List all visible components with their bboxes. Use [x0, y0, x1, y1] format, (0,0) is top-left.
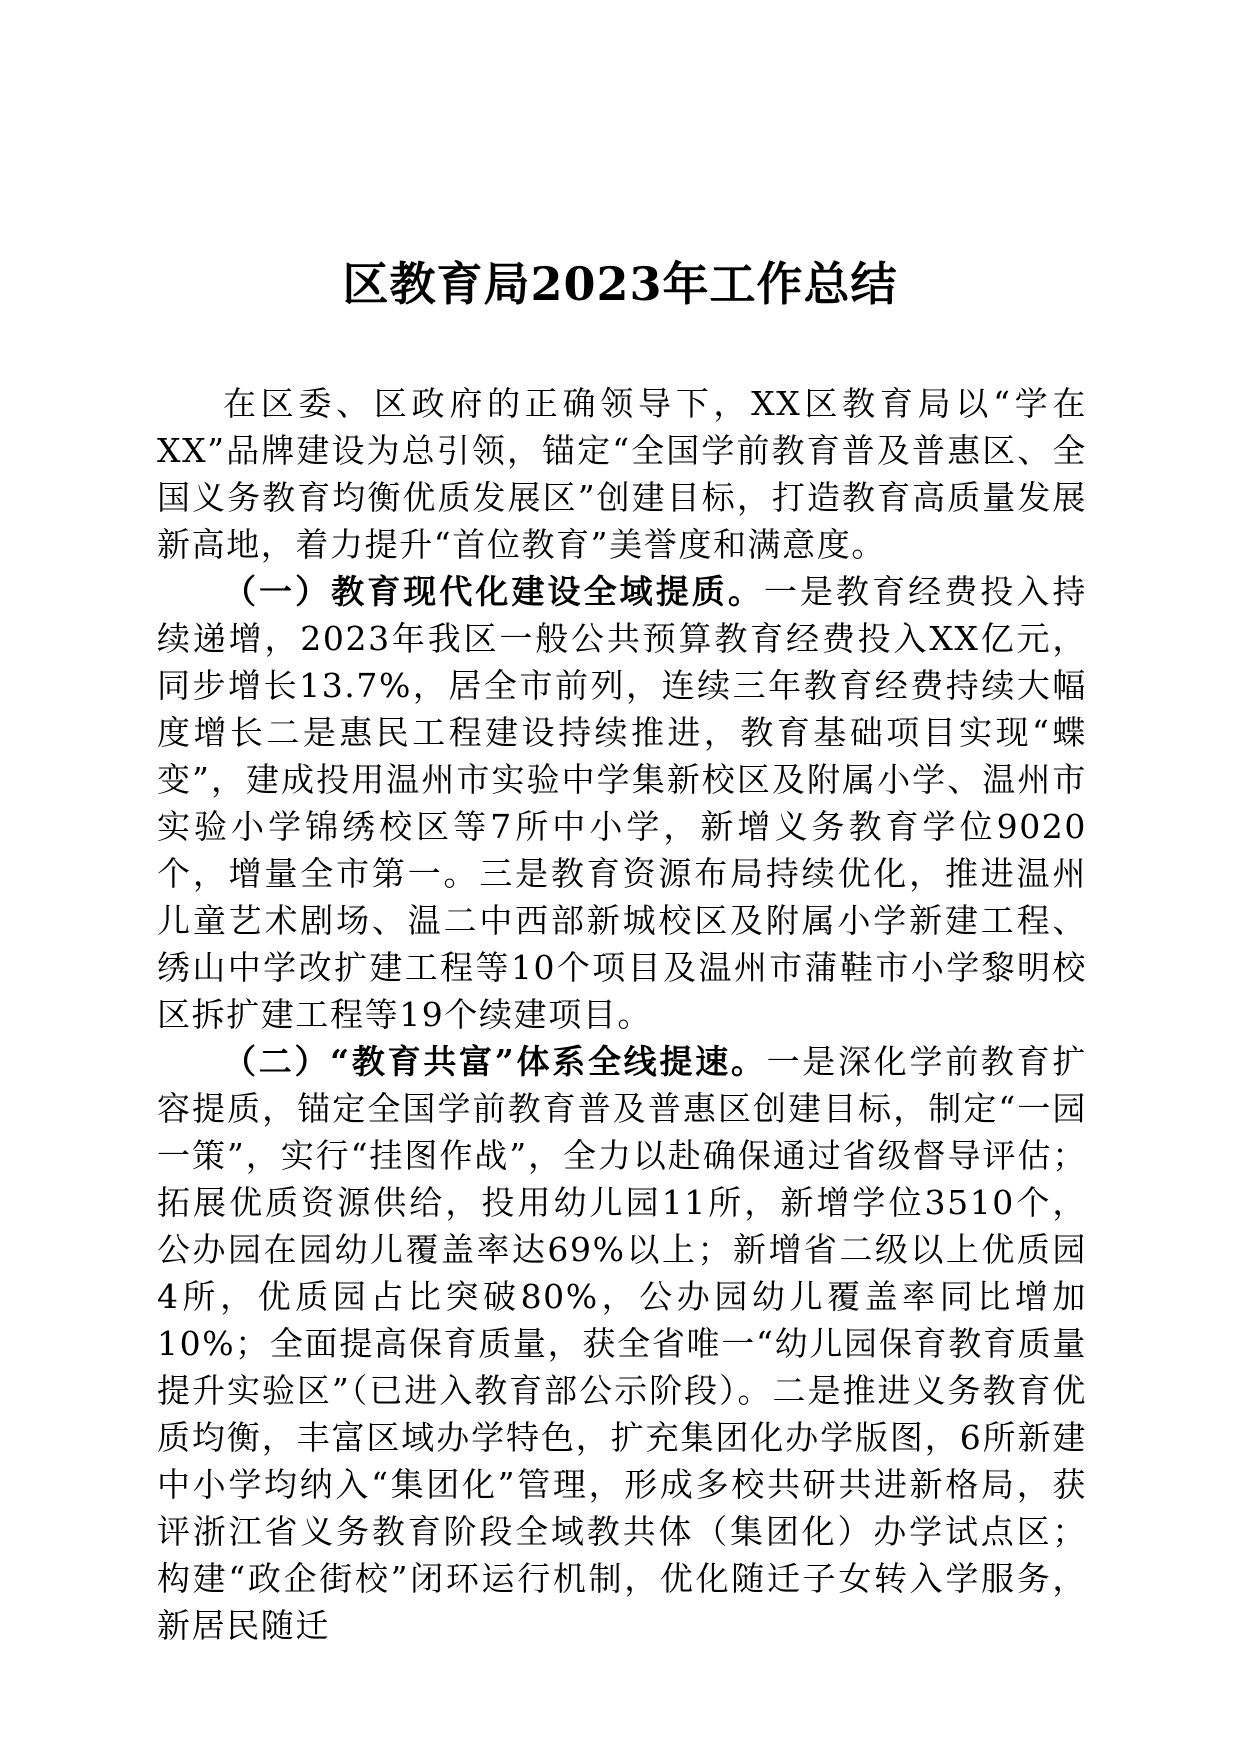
section-1-text: 一是教育经费投入持续递增，2023年我区一般公共预算教育经费投入XX亿元，同步增长13.7%，居全市前列，连续三年教育经费持续大幅度增长二是惠民工程建设持续推进，教育基础项目实现“蝶变”，建成投用温州市实验中学集新校区及附属小学、温州市实验小学锦绣校区等7所中小学，新增义务教育学位9020个，增量全市第一。三是教育资源布局持续优化，推进温州儿童艺术剧场、温二中西部新城校区及附属小学新建工程、绣山中学改扩建工程等10个项目及温州市蒲鞋市小学黎明校区拆扩建工程等19个续建项目。 [157, 572, 1088, 1034]
document-body [157, 380, 1087, 1649]
section-2-heading: （二）“教育共富”体系全线提速。 [223, 1042, 767, 1081]
section-1-heading: （一）教育现代化建设全域提质。 [223, 572, 764, 611]
intro-paragraph [157, 380, 1087, 568]
section-2-text: 一是深化学前教育扩容提质，锚定全国学前教育普及普惠区创建目标，制定“一园一策”，实行“挂图作战”，全力以赴确保通过省级督导评估；拓展优质资源供给，投用幼儿园11所，新增学位3510个，公办园在园幼儿覆盖率达69%以上；新增省二级以上优质园4所，优质园占比突破80%，公办园幼儿覆盖率同比增加10%；全面提高保育质量，获全省唯一“幼儿园保育教育质量提升实验区”（已进入教育部公示阶段）。二是推进义务教育优质均衡，丰富区域办学特色，扩充集团化办学版图，6所新建中小学均纳入“集团化”管理，形成多校共研共进新格局，获评浙江省义务教育阶段全域教共体（集团化）办学试点区；构建“政企街校”闭环运行机制，优化随迁子女转入学服务，新居民随迁 [157, 1042, 1087, 1645]
document-title: 区教育局2023年工作总结 [342, 257, 898, 311]
intro-text: 在区委、区政府的正确领导下，XX区教育局以“学在XX”品牌建设为总引领，锚定“全国学前教育普及普惠区、全国义务教育均衡优质发展区”创建目标，打造教育高质量发展新高地，着力提升“首位教育”美誉度和满意度。 [157, 384, 1087, 564]
section-2-paragraph [157, 1038, 1087, 1649]
section-1-paragraph [157, 568, 1087, 1038]
